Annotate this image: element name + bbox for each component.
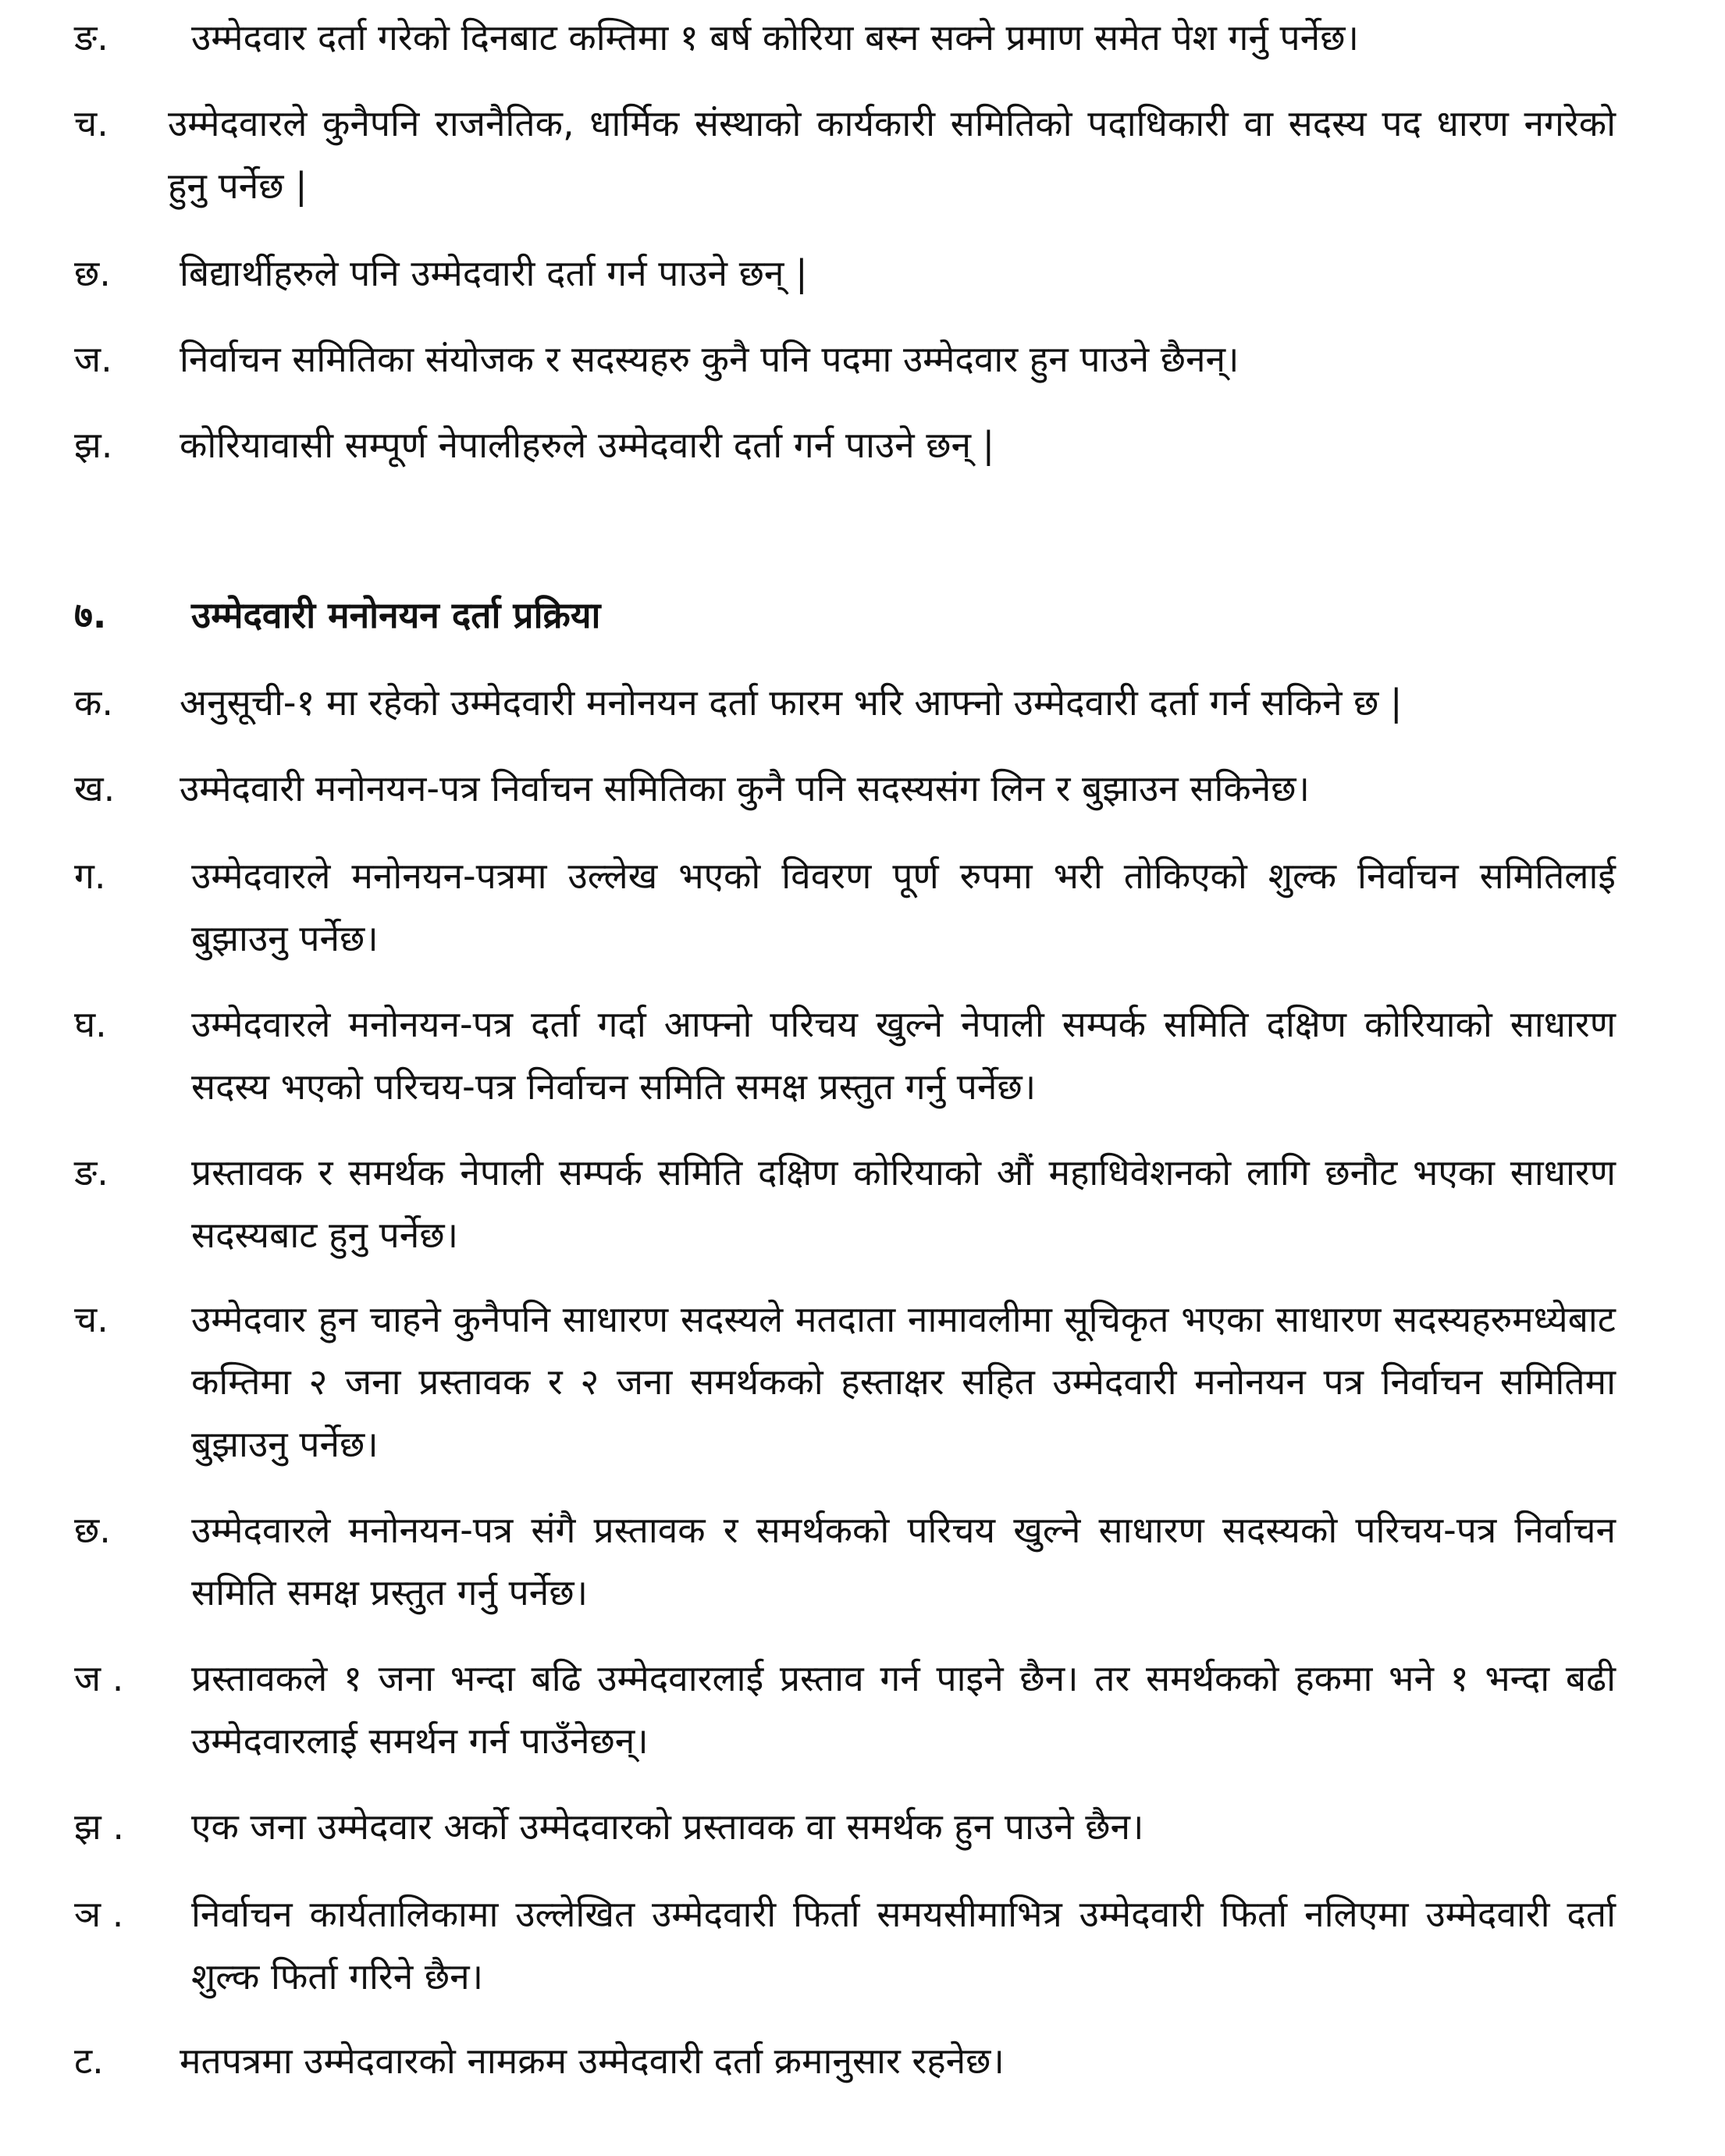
item-marker: च. [74, 1298, 108, 1340]
item-text: निर्वाचन समितिका संयोजक र सदस्यहरु कुनै पनि पदमा उम्मेदवार हुन पाउने छैनन्। [180, 338, 1240, 380]
item-marker: ज. [74, 338, 112, 380]
item-marker: ग. [74, 855, 106, 897]
item-text: उम्मेदवारले मनोनयन-पत्र संगै प्रस्तावक र समर्थकको परिचय खुल्ने साधारण सदस्यको परिचय-पत्र निर्वाचन समिति समक्ष प्रस्तुत गर्नु पर्नेछ। [191, 1509, 1616, 1613]
item-marker: झ. [74, 424, 113, 466]
section-title: उम्मेदवारी मनोनयन दर्ता प्रक्रिया [191, 594, 601, 636]
item-marker: घ. [74, 1003, 107, 1045]
item-text: एक जना उम्मेदवार अर्को उम्मेदवारको प्रस्तावक वा समर्थक हुन पाउने छैन। [191, 1806, 1144, 1848]
item-text: अनुसूची-१ मा रहेको उम्मेदवारी मनोनयन दर्ता फारम भरि आफ्नो उम्मेदवारी दर्ता गर्न सकिने छ | [180, 681, 1403, 724]
item-text: उम्मेदवारले कुनैपनि राजनैतिक, धार्मिक संस्थाको कार्यकारी समितिको पदाधिकारी वा सदस्य पद धारण नगरेको हुनु पर्नेछ | [168, 102, 1616, 207]
item-text: उम्मेदवारी मनोनयन-पत्र निर्वाचन समितिका कुनै पनि सदस्यसंग लिन र बुझाउन सकिनेछ। [180, 767, 1310, 809]
item-text: प्रस्तावक र समर्थक नेपाली सम्पर्क समिति दक्षिण कोरियाको औं महाधिवेशनको लागि छनौट भएका साधारण सदस्यबाट हुनु पर्नेछ। [191, 1151, 1616, 1256]
item-text: बिद्यार्थीहरुले पनि उम्मेदवारी दर्ता गर्न पाउने छन् | [180, 252, 808, 294]
item-text: उम्मेदवारले मनोनयन-पत्रमा उल्लेख भएको विवरण पूर्ण रुपमा भरी तोकिएको शुल्क निर्वाचन समितिलाई बुझाउनु पर्नेछ। [191, 855, 1616, 959]
item-marker: ज . [74, 1657, 124, 1699]
item-text: प्रस्तावकले १ जना भन्दा बढि उम्मेदवारलाई प्रस्ताव गर्न पाइने छैन। तर समर्थकको हकमा भने १ भन्दा बढी उम्मेदवारलाई समर्थन गर्न पाउँनेछन्। [191, 1657, 1616, 1762]
item-text: मतपत्रमा उम्मेदवारको नामक्रम उम्मेदवारी दर्ता क्रमानुसार रहनेछ। [180, 2040, 1005, 2082]
item-marker: छ. [74, 252, 111, 294]
item-text: उम्मेदवार दर्ता गरेको दिनबाट कम्तिमा १ बर्ष कोरिया बस्न सक्ने प्रमाण समेत पेश गर्नु पर्नेछ। [191, 16, 1359, 59]
item-marker: झ . [74, 1806, 125, 1848]
item-text: उम्मेदवार हुन चाहने कुनैपनि साधारण सदस्यले मतदाता नामावलीमा सूचिकृत भएका साधारण सदस्यहरुमध्येबाट कम्तिमा २ जना प्रस्तावक र २ जना समर्थकको हस्ताक्षर सहित उम्मेदवारी मनोनयन पत्र निर्वाचन समितिमा बुझाउनु पर्नेछ। [191, 1298, 1616, 1465]
item-marker: च. [74, 102, 108, 144]
item-marker: ङ. [74, 16, 108, 59]
item-text: कोरियावासी सम्पूर्ण नेपालीहरुले उम्मेदवारी दर्ता गर्न पाउने छन् | [180, 424, 995, 466]
section-number: ७. [74, 594, 107, 636]
item-text: उम्मेदवारले मनोनयन-पत्र दर्ता गर्दा आफ्नो परिचय खुल्ने नेपाली सम्पर्क समिति दक्षिण कोरियाको साधारण सदस्य भएको परिचय-पत्र निर्वाचन समिति समक्ष प्रस्तुत गर्नु पर्नेछ। [191, 1003, 1616, 1108]
item-marker: क. [74, 681, 113, 724]
item-marker: ञ . [74, 1893, 124, 1935]
item-marker: छ. [74, 1509, 111, 1551]
item-marker: ख. [74, 767, 116, 809]
item-marker: ङ. [74, 1151, 108, 1194]
item-marker: ट. [74, 2040, 104, 2082]
item-text: निर्वाचन कार्यतालिकामा उल्लेखित उम्मेदवारी फिर्ता समयसीमाभित्र उम्मेदवारी फिर्ता नलिएमा उम्मेदवारी दर्ता शुल्क फिर्ता गरिने छैन। [191, 1893, 1616, 1998]
